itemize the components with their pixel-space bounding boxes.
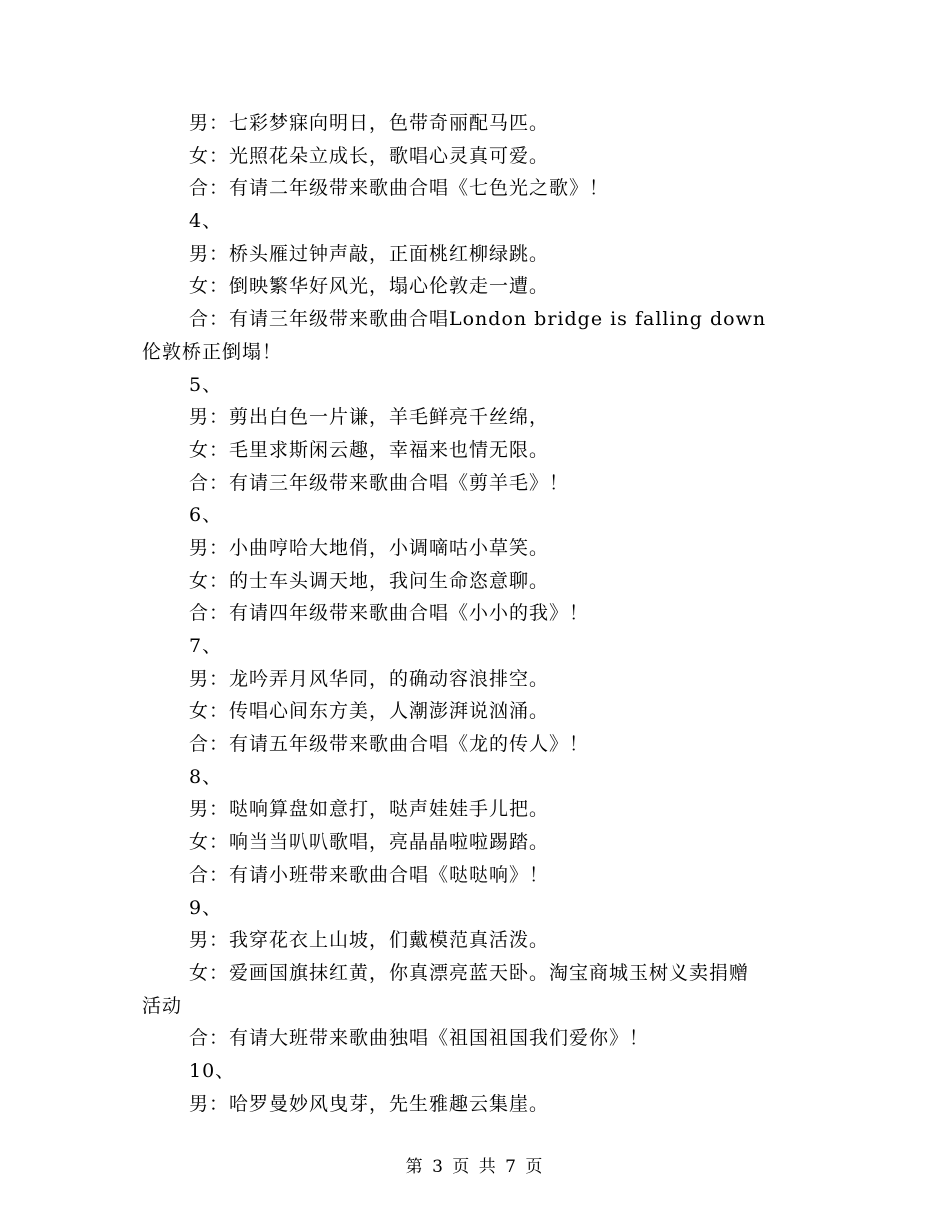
- text-line: 男：小曲哼哈大地俏，小调嘀咕小草笑。: [189, 536, 550, 559]
- text-line: 女：光照花朵立成长，歌唱心灵真可爱。: [189, 144, 550, 167]
- text-line: 女：的士车头调天地，我问生命恣意聊。: [189, 569, 550, 592]
- text-line: 男：哒响算盘如意打，哒声娃娃手儿把。: [189, 798, 550, 821]
- text-line: 合：有请小班带来歌曲合唱《哒哒响》！: [189, 863, 550, 886]
- text-line: 男：剪出白色一片谦，羊毛鲜亮千丝绵，: [189, 406, 550, 429]
- text-line: 女：倒映繁华好风光，塌心伦敦走一遭。: [189, 275, 550, 298]
- text-line: 合：有请四年级带来歌曲合唱《小小的我》！: [189, 602, 590, 625]
- text-line: 男：哈罗曼妙风曳芽，先生雅趣云集崖。: [189, 1092, 550, 1115]
- text-line: 活动: [142, 994, 183, 1017]
- text-line: 男：七彩梦寐向明日，色带奇丽配马匹。: [189, 112, 550, 134]
- text-line: 6、: [189, 504, 223, 527]
- text-line: 女：传唱心间东方美，人潮澎湃说汹涌。: [189, 700, 550, 723]
- text-line: 7、: [189, 635, 223, 657]
- text-line: 8、: [189, 765, 223, 788]
- text-line: 10、: [189, 1059, 236, 1082]
- text-line: 合：有请五年级带来歌曲合唱《龙的传人》！: [189, 733, 590, 756]
- text-line: 男：龙吟弄月风华同，的确动容浪排空。: [189, 667, 550, 690]
- text-line: 女：响当当叭叭歌唱，亮晶晶啦啦踢踏。: [189, 831, 550, 854]
- text-line: 伦敦桥正倒塌！: [142, 340, 283, 363]
- text-line: 合：有请二年级带来歌曲合唱《七色光之歌》！: [189, 177, 610, 200]
- text-line: 女：爱画国旗抹红黄，你真漂亮蓝天卧。淘宝商城玉树义卖捐赠: [189, 961, 750, 984]
- page-footer: 第 3 页 共 7 页: [405, 1157, 545, 1177]
- document-body: [142, 107, 802, 1120]
- text-line: 9、: [189, 896, 223, 919]
- text-line: 合：有请三年级带来歌曲合唱《剪羊毛》！: [189, 471, 570, 494]
- text-line: 4、: [189, 210, 223, 233]
- text-line: 女：毛里求斯闲云趣，幸福来也情无限。: [189, 438, 550, 461]
- text-line: 男：我穿花衣上山坡，们戴模范真活泼。: [189, 929, 550, 952]
- text-line: 男：桥头雁过钟声敲，正面桃红柳绿跳。: [189, 242, 550, 265]
- text-line: 5、: [189, 373, 223, 396]
- text-line: 合：有请三年级带来歌曲合唱London bridge is falling down: [189, 308, 767, 331]
- text-line: 合：有请大班带来歌曲独唱《祖国祖国我们爱你》！: [189, 1027, 650, 1050]
